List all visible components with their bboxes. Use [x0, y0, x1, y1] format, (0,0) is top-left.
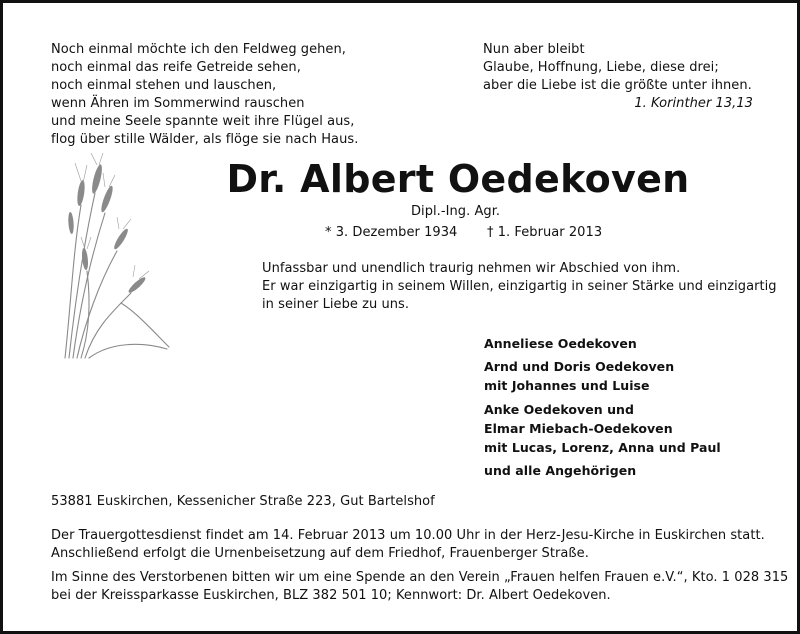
farewell-line: in seiner Liebe zu uns.	[262, 297, 410, 312]
mourner-name: Arnd und Doris Oedekoven	[484, 359, 675, 375]
academic-title: Dipl.-Ing. Agr.	[411, 204, 501, 219]
poem-left-line: wenn Ähren im Sommerwind rauschen	[51, 96, 305, 111]
service-line: Der Trauergottesdienst findet am 14. Februar 2013 um 10.00 Uhr in der Herz-Jesu-Kirche in Euskirchen statt.	[51, 528, 765, 543]
mourner-name: mit Lucas, Lorenz, Anna und Paul	[484, 440, 721, 456]
donation-line: bei der Kreissparkasse Euskirchen, BLZ 382 501 10; Kennwort: Dr. Albert Oedekoven.	[51, 588, 611, 603]
poem-left-line: Noch einmal möchte ich den Feldweg gehen,	[51, 42, 346, 57]
bible-verse	[483, 41, 753, 113]
farewell-line: Unfassbar und unendlich traurig nehmen wir Abschied von ihm.	[262, 261, 681, 276]
mourners-list	[484, 334, 721, 480]
farewell-line: Er war einzigartig in seinem Willen, einzigartig in seiner Stärke und einzigartig	[262, 279, 777, 294]
mourner-name: Anneliese Oedekoven	[484, 336, 637, 351]
mourner-name: mit Johannes und Luise	[484, 378, 650, 394]
bible-reference: 1. Korinther 13,13	[634, 96, 753, 111]
mourner-name: Elmar Miebach-Oedekoven	[484, 420, 673, 436]
deceased-name: Dr. Albert Oedekoven	[226, 157, 690, 201]
death-date: † 1. Februar 2013	[487, 225, 603, 240]
donation-line: Im Sinne des Verstorbenen bitten wir um eine Spende an den Verein „Frauen helfen Frauen e.V.“, Kto. 1 028 315	[51, 570, 789, 585]
farewell-message	[262, 260, 777, 314]
mourner-name: und alle Angehörigen	[484, 463, 637, 479]
bible-verse-line: Nun aber bleibt	[483, 42, 585, 57]
poem-left-line: und meine Seele spannte weit ihre Flügel aus,	[51, 114, 355, 129]
service-info	[51, 527, 765, 563]
donation-info	[51, 569, 788, 605]
poem-left-line: noch einmal das reife Getreide sehen,	[51, 60, 301, 75]
family-address: 53881 Euskirchen, Kessenicher Straße 223, Gut Bartelshof	[51, 494, 435, 509]
poem-left-line: flog über stille Wälder, als flöge sie nach Haus.	[51, 132, 359, 147]
bible-verse-line: Glaube, Hoffnung, Liebe, diese drei;	[483, 60, 719, 75]
service-line: Anschließend erfolgt die Urnenbeisetzung auf dem Friedhof, Frauenberger Straße.	[51, 546, 589, 561]
mourner-name: Anke Oedekoven und	[484, 401, 634, 417]
bible-verse-line: aber die Liebe ist die größte unter ihnen.	[483, 78, 752, 93]
poem-left-line: noch einmal stehen und lauschen,	[51, 78, 277, 93]
birth-date: * 3. Dezember 1934	[325, 225, 458, 240]
poem-left	[51, 41, 358, 149]
